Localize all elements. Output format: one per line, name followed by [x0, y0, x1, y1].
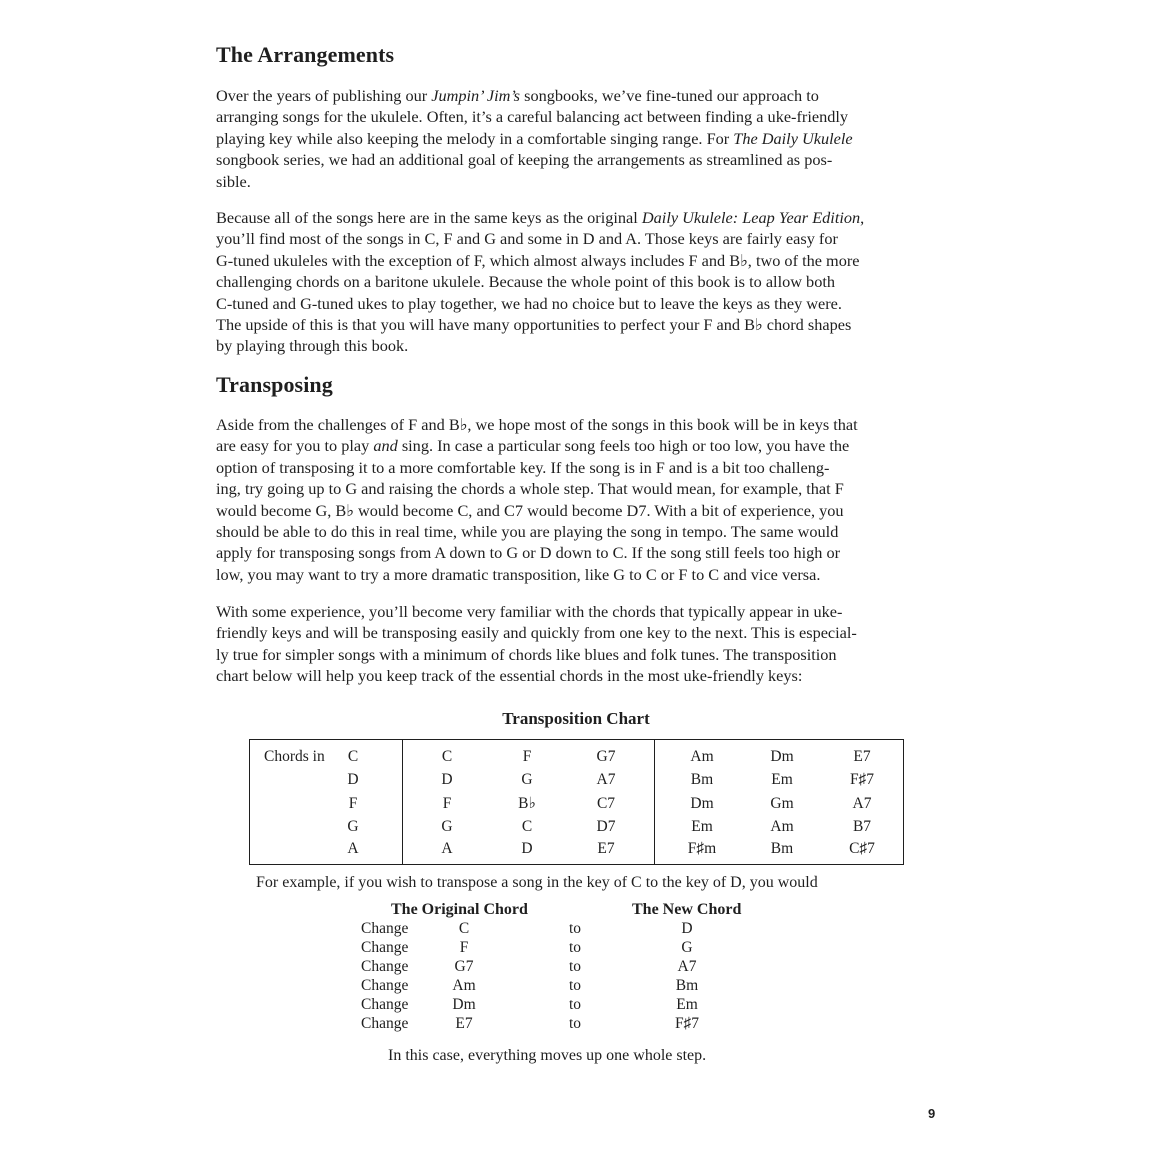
text-line: you’ll find most of the songs in C, F and G and some in D and A. Those keys are fairly easy for — [216, 229, 838, 249]
chord-cell: F — [442, 795, 452, 812]
change-label: Change — [361, 958, 409, 975]
to-label: to — [569, 939, 582, 956]
text-line: by playing through this book. — [216, 336, 409, 356]
original-chord: G7 — [454, 958, 474, 975]
text-line: Over the years of publishing our Jumpin’ Jim’s songbooks, we’ve fine-tuned our approach to — [216, 86, 819, 105]
chart-divider — [654, 740, 655, 864]
to-label: to — [569, 977, 582, 994]
transposition-chart — [249, 739, 904, 865]
chord-cell: D — [441, 771, 453, 788]
new-chord: G — [681, 939, 693, 956]
new-chord: A7 — [677, 958, 697, 975]
key-cell: C — [347, 748, 359, 765]
paragraph — [216, 601, 936, 687]
text-line: apply for transposing songs from A down to G or D down to C. If the song still feels too high or — [216, 543, 841, 563]
chord-cell: D — [521, 840, 533, 857]
chart-title: Transposition Chart — [502, 709, 650, 728]
text-line: Because all of the songs here are in the same keys as the original Daily Ukulele: Leap Year Edition, — [216, 208, 865, 227]
chord-cell: Bm — [690, 771, 714, 788]
chord-cell: A7 — [852, 795, 872, 812]
example-summary: In this case, everything moves up one whole step. — [388, 1047, 707, 1064]
chord-cell: Bm — [770, 840, 794, 857]
text-line: chart below will help you keep track of the essential chords in the most uke-friendly keys: — [216, 666, 803, 686]
text-line: C-tuned and G-tuned ukes to play together, we had no choice but to leave the keys as they were. — [216, 293, 842, 313]
text-line: songbook series, we had an additional goal of keeping the arrangements as streamlined as pos- — [216, 150, 833, 170]
chord-cell: Gm — [770, 795, 794, 812]
chord-cell: B♭ — [518, 795, 536, 812]
text-line: should be able to do this in real time, while you are playing the song in tempo. The same would — [216, 522, 839, 542]
chord-cell: Em — [771, 771, 793, 788]
chord-cell: Am — [690, 748, 714, 765]
chord-cell: E7 — [853, 748, 871, 765]
change-label: Change — [361, 977, 409, 994]
new-chord-header: The New Chord — [632, 901, 742, 918]
key-cell: F — [348, 795, 358, 812]
page-number: 9 — [928, 1106, 936, 1121]
text-line: arranging songs for the ukulele. Often, it’s a careful balancing act between finding a uke-friendly — [216, 107, 849, 127]
text-line: The upside of this is that you will have many opportunities to perfect your F and B♭ chord shapes — [216, 315, 852, 335]
original-chord: Dm — [452, 996, 476, 1013]
paragraph — [216, 85, 936, 192]
chart-divider — [402, 740, 403, 864]
to-label: to — [569, 920, 582, 937]
original-chord: Am — [452, 977, 476, 994]
key-cell: D — [347, 771, 359, 788]
text-line: option of transposing it to a more comfortable key. If the song is in F and is a bit too challeng- — [216, 457, 830, 477]
chord-cell: G — [441, 818, 453, 835]
text-line: would become G, B♭ would become C, and C7 would become D7. With a bit of experience, you — [216, 500, 844, 520]
section-heading-arrangements: The Arrangements — [216, 42, 395, 67]
chords-in-label: Chords in — [264, 748, 325, 765]
text-line: playing key while also keeping the melody in a comfortable singing range. For The Daily Ukulele — [216, 128, 853, 148]
chord-cell: C7 — [596, 795, 616, 812]
original-chord: F — [459, 939, 469, 956]
change-label: Change — [361, 1015, 409, 1032]
change-label: Change — [361, 920, 409, 937]
change-label: Change — [361, 939, 409, 956]
text-line: challenging chords on a baritone ukulele. Because the whole point of this book is to allow both — [216, 272, 836, 292]
change-label: Change — [361, 996, 409, 1013]
chord-cell: A7 — [596, 771, 616, 788]
chord-cell: B7 — [852, 818, 872, 835]
text-line: ly true for simpler songs with a minimum of chords like blues and folk tunes. The transposition — [216, 644, 837, 664]
chord-cell: Dm — [770, 748, 794, 765]
paragraph — [216, 207, 936, 357]
chord-cell: D7 — [596, 818, 616, 835]
chord-cell: G7 — [596, 748, 616, 765]
chord-cell: G — [521, 771, 533, 788]
original-chord: E7 — [455, 1015, 473, 1032]
chord-cell: A — [441, 840, 453, 857]
chord-cell: C — [441, 748, 453, 765]
text-line: Aside from the challenges of F and B♭, we hope most of the songs in this book will be in keys that — [216, 415, 858, 434]
text-line: sible. — [216, 171, 251, 191]
text-line: friendly keys and will be transposing easily and quickly from one key to the next. This is especial- — [216, 623, 857, 643]
original-chord-header: The Original Chord — [391, 901, 528, 918]
chord-cell: C♯7 — [849, 840, 875, 857]
text-line: G-tuned ukuleles with the exception of F, which almost always includes F and B♭, two of the more — [216, 250, 860, 270]
chord-cell: E7 — [597, 840, 615, 857]
text-line: low, you may want to try a more dramatic transposition, like G to C or F to C and vice versa. — [216, 564, 821, 584]
text-line: With some experience, you’ll become very familiar with the chords that typically appear in uke- — [216, 602, 843, 621]
new-chord: Bm — [675, 977, 699, 994]
text-line: ing, try going up to G and raising the chords a whole step. That would mean, for example, that F — [216, 479, 844, 499]
chord-cell: F — [522, 748, 532, 765]
new-chord: Em — [676, 996, 698, 1013]
key-cell: A — [347, 840, 359, 857]
chord-cell: Dm — [690, 795, 714, 812]
chord-cell: F♯7 — [849, 771, 875, 788]
original-chord: C — [458, 920, 470, 937]
new-chord: F♯7 — [674, 1015, 700, 1032]
chord-cell: F♯m — [687, 840, 717, 857]
section-heading-transposing: Transposing — [216, 372, 333, 397]
example-intro: For example, if you wish to transpose a song in the key of C to the key of D, you would — [256, 874, 818, 891]
to-label: to — [569, 958, 582, 975]
chord-cell: C — [521, 818, 533, 835]
new-chord: D — [681, 920, 693, 937]
key-cell: G — [347, 818, 359, 835]
text-line: are easy for you to play and sing. In case a particular song feels too high or too low, you have the — [216, 436, 850, 456]
chord-cell: Am — [770, 818, 794, 835]
paragraph — [216, 414, 936, 585]
to-label: to — [569, 996, 582, 1013]
chord-cell: Em — [691, 818, 713, 835]
to-label: to — [569, 1015, 582, 1032]
